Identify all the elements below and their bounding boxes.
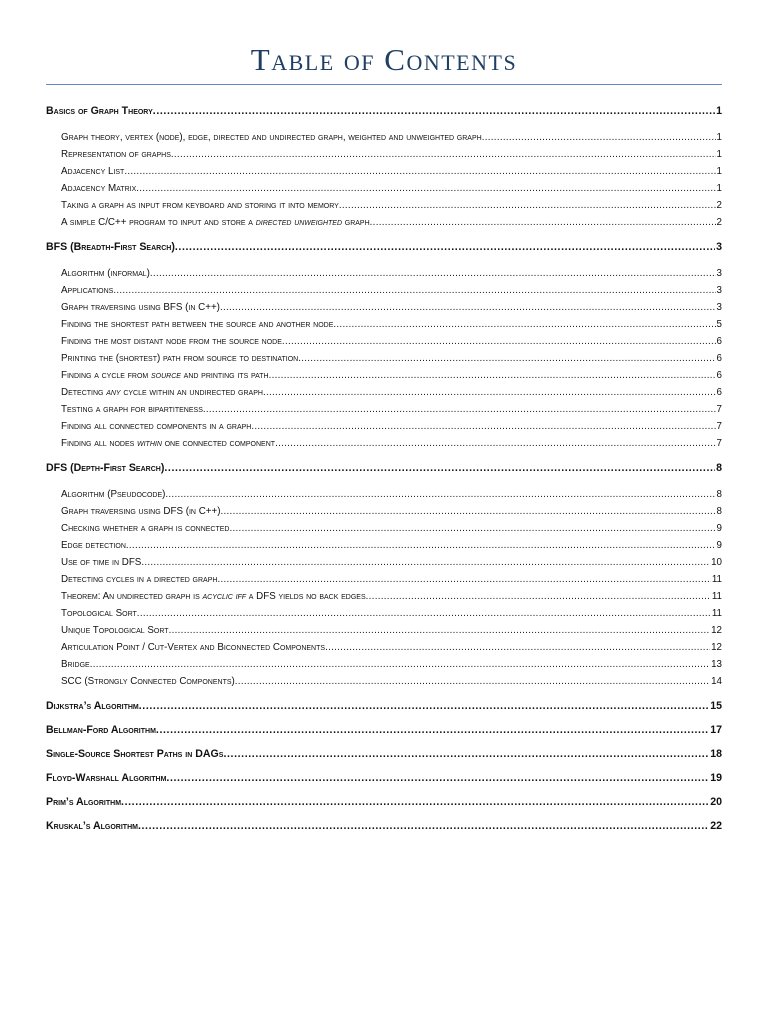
- toc-page-number: 12: [711, 642, 722, 653]
- toc-page-number: 2: [716, 217, 722, 228]
- dot-leader: [223, 747, 709, 761]
- toc-subsection-entry[interactable]: [61, 267, 722, 281]
- toc-subsection-entry[interactable]: [61, 369, 722, 383]
- toc-page-number: 3: [716, 268, 722, 279]
- toc-subsection-entry[interactable]: [61, 607, 722, 621]
- dot-leader: [165, 488, 715, 502]
- toc-section-entry[interactable]: [46, 747, 722, 761]
- toc-page-number: 19: [710, 772, 722, 784]
- toc-entry-label: Prim’s Algorithm: [46, 796, 122, 808]
- dot-leader: [339, 199, 716, 213]
- toc-entry-label: Bellman-Ford Algorithm: [46, 724, 156, 736]
- toc-page-number: 9: [716, 523, 722, 534]
- toc-section-entry[interactable]: [46, 795, 722, 809]
- toc-page-number: 5: [716, 319, 722, 330]
- toc-entry-label: Bridge: [61, 659, 90, 670]
- toc-page-number: 1: [716, 166, 722, 177]
- toc-subsection-entry[interactable]: [61, 556, 722, 570]
- toc-subsection-entry[interactable]: [61, 573, 722, 587]
- dot-leader: [175, 240, 715, 254]
- toc-entry-label: Printing the (shortest) path from source to destination: [61, 353, 299, 364]
- toc-section-entry[interactable]: [46, 819, 722, 833]
- toc-entry-label: Representation of graphs: [61, 149, 171, 160]
- dot-leader: [275, 437, 715, 451]
- toc-entry-label: Graph traversing using DFS (in C++): [61, 506, 221, 517]
- toc-entry-label: Adjacency List: [61, 166, 125, 177]
- toc-page-number: 7: [716, 421, 722, 432]
- toc-entry-label: Basics of Graph Theory: [46, 105, 153, 117]
- toc-entry-label: Finding the most distant node from the source node: [61, 336, 282, 347]
- dot-leader: [137, 607, 711, 621]
- toc-subsection-entry[interactable]: [61, 148, 722, 162]
- toc-page-number: 1: [716, 149, 722, 160]
- toc-subsection-entry[interactable]: [61, 284, 722, 298]
- toc-subsection-entry[interactable]: [61, 165, 722, 179]
- toc-entry-label: Algorithm (Pseudocode): [61, 489, 166, 500]
- toc-section-entry[interactable]: [46, 461, 722, 475]
- toc-page-number: 6: [716, 370, 722, 381]
- toc-page-number: 2: [716, 200, 722, 211]
- toc-entry-label: Finding all nodes within one connected component: [61, 438, 276, 449]
- dot-leader: [164, 461, 715, 475]
- toc-page-number: 1: [716, 132, 722, 143]
- toc-entry-label: Articulation Point / Cut-Vertex and Biconnected Components: [61, 642, 326, 653]
- dot-leader: [220, 301, 716, 315]
- toc-entry-label: Single-Source Shortest Paths in DAGs: [46, 748, 224, 760]
- dot-leader: [229, 522, 715, 536]
- dot-leader: [298, 352, 715, 366]
- dot-leader: [150, 267, 716, 281]
- toc-entry-label: SCC (Strongly Connected Components): [61, 676, 235, 687]
- dot-leader: [121, 795, 709, 809]
- toc-entry-label: Applications: [61, 285, 114, 296]
- toc-entry-label: Testing a graph for bipartiteness: [61, 404, 203, 415]
- toc-page-number: 6: [716, 336, 722, 347]
- toc-page-number: 3: [716, 285, 722, 296]
- toc-subsection-entry[interactable]: [61, 131, 722, 145]
- toc-page-number: 7: [716, 438, 722, 449]
- toc-subsection-entry[interactable]: [61, 658, 722, 672]
- toc-entry-label: DFS (Depth-First Search): [46, 462, 165, 474]
- toc-page-number: 10: [711, 557, 722, 568]
- dot-leader: [235, 675, 710, 689]
- toc-entry-label: Edge detection: [61, 540, 126, 551]
- toc-subsection-entry[interactable]: [61, 505, 722, 519]
- toc-entry-label: Detecting cycles in a directed graph: [61, 574, 218, 585]
- dot-leader: [263, 386, 716, 400]
- dot-leader: [482, 131, 716, 145]
- dot-leader: [90, 658, 710, 672]
- toc-entry-label: Use of time in DFS: [61, 557, 142, 568]
- toc-page-number: 3: [716, 241, 722, 253]
- toc-section-entry[interactable]: [46, 240, 722, 254]
- dot-leader: [171, 148, 716, 162]
- toc-entry-label: Graph theory, vertex (node), edge, directed and undirected graph, weighted and unweighted graph: [61, 132, 482, 143]
- toc-page-number: 1: [716, 183, 722, 194]
- toc-subsection-entry[interactable]: [61, 522, 722, 536]
- toc-subsection-entry[interactable]: [61, 318, 722, 332]
- toc-subsection-entry[interactable]: [61, 301, 722, 315]
- dot-leader: [169, 624, 711, 638]
- toc-page-number: 9: [716, 540, 722, 551]
- toc-subsection-entry[interactable]: [61, 352, 722, 366]
- toc-subsection-entry[interactable]: [61, 403, 722, 417]
- toc-page-number: 1: [716, 105, 722, 117]
- dot-leader: [156, 723, 709, 737]
- toc-page-number: 15: [710, 700, 722, 712]
- toc-section-entry[interactable]: [46, 771, 722, 785]
- dot-leader: [251, 420, 715, 434]
- toc-page-number: 20: [710, 796, 722, 808]
- toc-page-number: 22: [710, 820, 722, 832]
- toc-subsection-entry[interactable]: [61, 641, 722, 655]
- dot-leader: [269, 369, 716, 383]
- dot-leader: [217, 573, 710, 587]
- toc-entry-label: Theorem: An undirected graph is acyclic iff a DFS yields no back edges: [61, 591, 366, 602]
- toc-subsection-entry[interactable]: [61, 199, 722, 213]
- toc-page-number: 12: [711, 625, 722, 636]
- toc-page-number: 13: [711, 659, 722, 670]
- toc-entry-label: BFS (Breadth-First Search): [46, 241, 175, 253]
- toc-page-number: 6: [716, 387, 722, 398]
- toc-entry-label: Taking a graph as input from keyboard and storing it into memory: [61, 200, 339, 211]
- toc-subsection-entry[interactable]: [61, 216, 722, 230]
- dot-leader: [333, 318, 715, 332]
- toc-subsection-entry[interactable]: [61, 182, 722, 196]
- dot-leader: [282, 335, 716, 349]
- toc-entry-label: Dijkstra’s Algorithm: [46, 700, 139, 712]
- toc-section-entry[interactable]: [46, 104, 722, 118]
- dot-leader: [325, 641, 710, 655]
- dot-leader: [136, 182, 715, 196]
- dot-leader: [113, 284, 715, 298]
- toc-page-number: 17: [710, 724, 722, 736]
- toc-subsection-entry[interactable]: [61, 539, 722, 553]
- dot-leader: [220, 505, 715, 519]
- toc-entry-label: Detecting any cycle within an undirected graph: [61, 387, 263, 398]
- toc-page-number: 8: [716, 489, 722, 500]
- toc-page-number: 11: [711, 591, 722, 602]
- dot-leader: [366, 590, 711, 604]
- toc-entry-label: Checking whether a graph is connected: [61, 523, 230, 534]
- toc-subsection-entry[interactable]: [61, 437, 722, 451]
- toc-page-number: 8: [716, 506, 722, 517]
- toc-entry-label: Algorithm (informal): [61, 268, 150, 279]
- dot-leader: [153, 104, 715, 118]
- toc-page-number: 14: [711, 676, 722, 687]
- dot-leader: [203, 403, 716, 417]
- toc-entry-label: Finding all connected components in a graph: [61, 421, 252, 432]
- toc-entry-label: Finding the shortest path between the source and another node: [61, 319, 334, 330]
- toc-page-number: 11: [711, 574, 722, 585]
- page-title: Table of Contents: [250, 42, 518, 77]
- dot-leader: [126, 539, 716, 553]
- toc-entry-label: Adjacency Matrix: [61, 183, 137, 194]
- toc-page-number: 7: [716, 404, 722, 415]
- dot-leader: [370, 216, 716, 230]
- dot-leader: [141, 556, 710, 570]
- toc-page-number: 8: [716, 462, 722, 474]
- toc-entry-label: Topological Sort: [61, 608, 137, 619]
- toc-section-entry[interactable]: [46, 699, 722, 713]
- toc-entry-label: A simple C/C++ program to input and store a directed unweighted graph: [61, 217, 370, 228]
- toc-page-number: 18: [710, 748, 722, 760]
- toc-page-number: 3: [716, 302, 722, 313]
- toc-subsection-entry[interactable]: [61, 420, 722, 434]
- dot-leader: [124, 165, 715, 179]
- dot-leader: [166, 771, 709, 785]
- toc-subsection-entry[interactable]: [61, 335, 722, 349]
- toc-section-entry[interactable]: [46, 723, 722, 737]
- toc-entry-label: Graph traversing using BFS (in C++): [61, 302, 220, 313]
- toc-entry-label: Kruskal’s Algorithm: [46, 820, 138, 832]
- toc-subsection-entry[interactable]: [61, 624, 722, 638]
- toc-subsection-entry[interactable]: [61, 386, 722, 400]
- dot-leader: [138, 819, 709, 833]
- toc-page-number: 6: [716, 353, 722, 364]
- toc-entry-label: Unique Topological Sort: [61, 625, 169, 636]
- toc-subsection-entry[interactable]: [61, 488, 722, 502]
- toc-subsection-entry[interactable]: [61, 675, 722, 689]
- toc-page-number: 11: [711, 608, 722, 619]
- toc-subsection-entry[interactable]: [61, 590, 722, 604]
- toc-entry-label: Finding a cycle from source and printing its path: [61, 370, 269, 381]
- toc-entry-label: Floyd-Warshall Algorithm: [46, 772, 167, 784]
- dot-leader: [139, 699, 709, 713]
